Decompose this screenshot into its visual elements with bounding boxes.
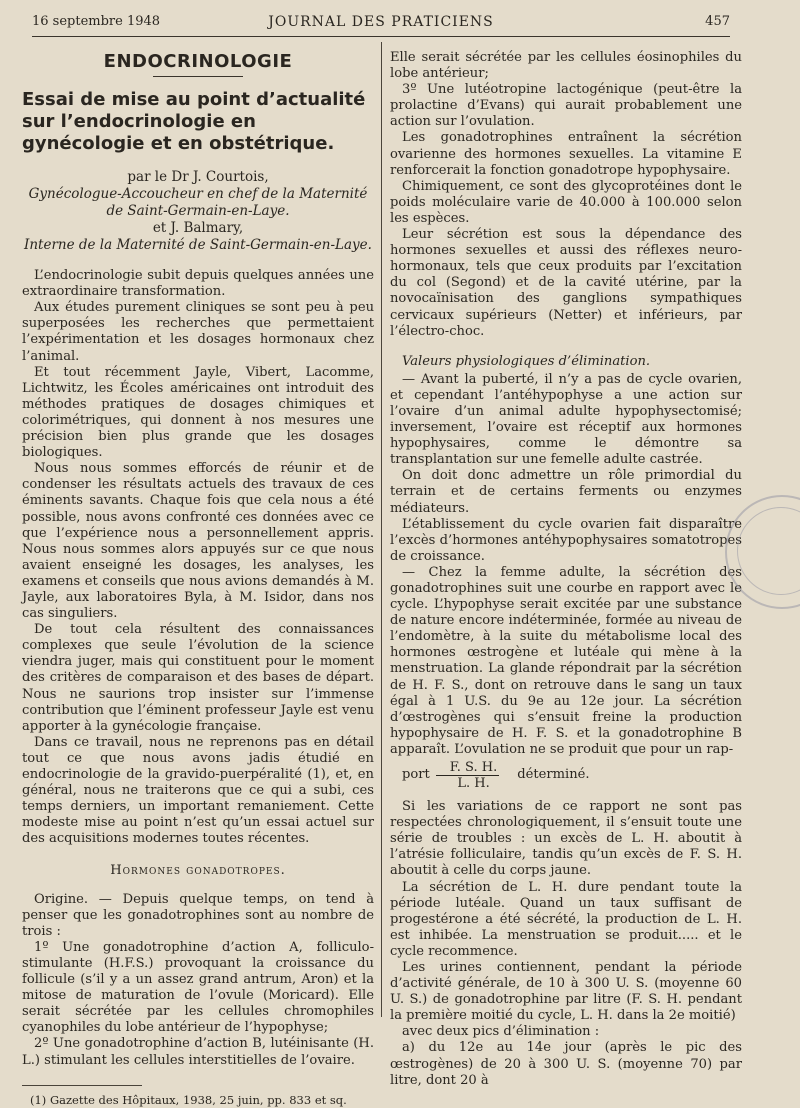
byline bbox=[22, 169, 374, 254]
paragraph: — Chez la femme adulte, la sécrétion des gonadotrophines suit une courbe en rapport avec le cycle. L’hypophyse serait excitée par une substance de nature encore indéterminée, formée au niveau de l’endomètre, à la suite du métabolisme local des hormones œstrogène et lutéale qui mène à la menstruation. La glande répondrait par la sécrétion de H. F. S., dont on retrouve dans le sang un taux égal à 1 U.S. du 9e au 12e jour. La sécrétion d’œstrogènes qui s’ensuit freine la production hypophysaire de H. F. S. et la gonadotrophine B apparaît. L’ovulation ne se produit que pour un rap- bbox=[390, 564, 742, 757]
paragraph: On doit donc admettre un rôle primordial du terrain et de certains ferments ou enzymes médiateurs. bbox=[390, 468, 742, 516]
author-1-role: Gynécologue-Accoucheur en chef de la Maternité de Saint-Germain-en-Laye. bbox=[28, 186, 368, 220]
ratio-fraction bbox=[436, 760, 499, 791]
left-column bbox=[22, 50, 374, 1108]
paragraph: De tout cela résultent des connaissances complexes que seule l’évolution de la science viendra juger, mais qui constituent pour le moment des critères de comparaison et des bases de départ. Nous ne saurions trop insister sur l’immense contribution que l’éminent professeur Jayle est venu apporter à la gynécologie française. bbox=[22, 622, 374, 734]
author-2-role: Interne de la Maternité de Saint-Germain-en-Laye. bbox=[24, 237, 372, 254]
paragraph: Chimiquement, ce sont des glycoprotéines dont le poids moléculaire varie de 40.000 à 100.000 selon les espèces. bbox=[390, 178, 742, 226]
column-divider bbox=[381, 42, 382, 1017]
paragraph: Si les variations de ce rapport ne sont pas respectées chronologiquement, il s’ensuit toute une série de troubles : un excès de L. H. aboutit à l’atrésie folliculaire, tandis qu’un excès de F. S. H. aboutit à celle du corps jaune. bbox=[390, 799, 742, 879]
paragraph: Les urines contiennent, pendant la période d’activité générale, de 10 à 300 U. S. (moyenne 60 U. S.) de gonadotrophine par litre (F. S. H. pendant la première moitié du cycle, L. H. dans la 2e moitié) bbox=[390, 959, 742, 1024]
paragraph: Leur sécrétion est sous la dépendance des hormones sexuelles et aussi des réflexes neuro-hormonaux, tels que ceux produits par l’excitation du col (Segond) et de la cavité utérine, par la novocaïnisation des ganglions sympathiques cervicaux supérieurs (Netter) et inférieurs, par l’électro-choc. bbox=[390, 227, 742, 339]
running-head bbox=[32, 12, 730, 37]
footnote: (1) Gazette des Hôpitaux, 1938, 25 juin, pp. 833 et sq. bbox=[30, 1092, 347, 1107]
issue-date: 16 septembre 1948 bbox=[32, 14, 161, 29]
paragraph: — Avant la puberté, il n’y a pas de cycle ovarien, et cependant l’antéhypophyse a une action sur l’ovaire d’un animal adulte hypophysectomisé; inversement, l’ovaire est réceptif aux hormones hypophysaires, comme le démontre sa transplantation sur une femelle adulte castrée. bbox=[390, 371, 742, 468]
page-number: 457 bbox=[705, 14, 730, 29]
paragraph: L’endocrinologie subit depuis quelques années une extraordinaire transformation. bbox=[22, 268, 374, 300]
paragraph: avec deux pics d’élimination : bbox=[402, 1024, 600, 1040]
ratio-prefix: port bbox=[402, 767, 430, 783]
section-title: ENDOCRINOLOGIE bbox=[103, 51, 293, 72]
paragraph: 2º Une gonadotrophine d’action B, lutéinisante (H. L.) stimulant les cellules interstitielles de l’ovaire. bbox=[22, 1036, 374, 1068]
paragraph: Aux études purement cliniques se sont peu à peu superposées les recherches que permettaient l’expérimentation et les dosages hormonaux chez l’animal. bbox=[22, 300, 374, 364]
right-column bbox=[390, 50, 742, 1089]
title-rule bbox=[153, 76, 243, 77]
ratio-denominator: L. H. bbox=[457, 776, 490, 792]
italic-heading: Valeurs physiologiques d’élimination. bbox=[402, 353, 651, 369]
paragraph: 1º Une gonadotrophine d’action A, folliculo-stimulante (H.F.S.) provoquant la croissance du follicule (s’il y a un assez grand antrum, Aron) et la mitose de maturation de l’ovule (Moricard). Elle serait sécrétée par les cellules chromophiles cyanophiles du lobe antérieur de l’hypophyse; bbox=[22, 939, 374, 1036]
author-1: par le Dr J. Courtois, bbox=[127, 169, 269, 186]
paragraph: Dans ce travail, nous ne reprenons pas en détail tout ce que nous avons jadis étudié en endocrinologie de la gravido-puerpéralité (1), et, en général, nous ne traiterons que ce qui a subi, ces temps derniers, un important remaniement. Cette modeste mise au point n’est qu’un essai actuel sur des acquisitions modernes toutes récentes. bbox=[22, 734, 374, 847]
ratio-line bbox=[390, 760, 742, 791]
library-stamp-inner bbox=[737, 507, 800, 595]
paragraph: L’établissement du cycle ovarien fait disparaître l’excès d’hormones antéhypophysaires somatotropes de croissance. bbox=[390, 516, 742, 564]
author-2: et J. Balmary, bbox=[152, 220, 244, 237]
paragraph: Et tout récemment Jayle, Vibert, Lacomme, Lichtwitz, les Écoles américaines ont introduit des méthodes pratiques de dosages chimiques et colorimétriques, qui donnent à nos mesures une précision bien plus grande que les dosages biologiques. bbox=[22, 364, 374, 461]
paragraph: 3º Une lutéotropine lactogénique (peut-être la prolactine d’Evans) qui aurait probablement une action sur l’ovulation. bbox=[390, 82, 742, 130]
journal-name: JOURNAL DES PRATICIENS bbox=[268, 14, 494, 30]
paragraph: La sécrétion de L. H. dure pendant toute la période lutéale. Quand un taux suffisant de progestérone a été sécrété, la production de L. H. est inhibée. La menstruation se produit..... et le cycle recommence. bbox=[390, 879, 742, 959]
article-title: Essai de mise au point d’actualité sur l’endocrinologie en gynécologie et en obstétrique. bbox=[22, 89, 366, 155]
subheading-hormones: Hormones gonadotropes. bbox=[110, 863, 286, 879]
paragraph: a) du 12e au 14e jour (après le pic des œstrogènes) de 20 à 300 U. S. (moyenne 70) par litre, dont 20 à bbox=[390, 1040, 742, 1088]
paragraph: Elle serait sécrétée par les cellules éosinophiles du lobe antérieur; bbox=[390, 50, 742, 82]
paragraph: Nous nous sommes efforcés de réunir et de condenser les résultats actuels des travaux de ces éminents savants. Chaque fois que cela nous a été possible, nous avons confronté ces données avec ce que l’expérience nous a personnellement appris. Nous nous sommes alors appuyés sur ce que nous avaient enseigné les dosages, les analyses, les examens et conseils que nous avions demandés à M. Jayle, aux laboratoires Byla, à M. Isidor, dans nos cas singuliers. bbox=[22, 461, 374, 622]
paragraph-origin: Origine. — Depuis quelque temps, on tend à penser que les gonadotrophines sont au nombre de trois : bbox=[22, 891, 374, 939]
paragraph: Les gonadotrophines entraînent la sécrétion ovarienne des hormones sexuelles. La vitamine E renforcerait la fonction gonadotrope hypophysaire. bbox=[390, 130, 742, 178]
footnote-rule bbox=[22, 1085, 142, 1086]
ratio-numerator: F. S. H. bbox=[436, 760, 499, 776]
ratio-suffix: déterminé. bbox=[517, 767, 590, 783]
